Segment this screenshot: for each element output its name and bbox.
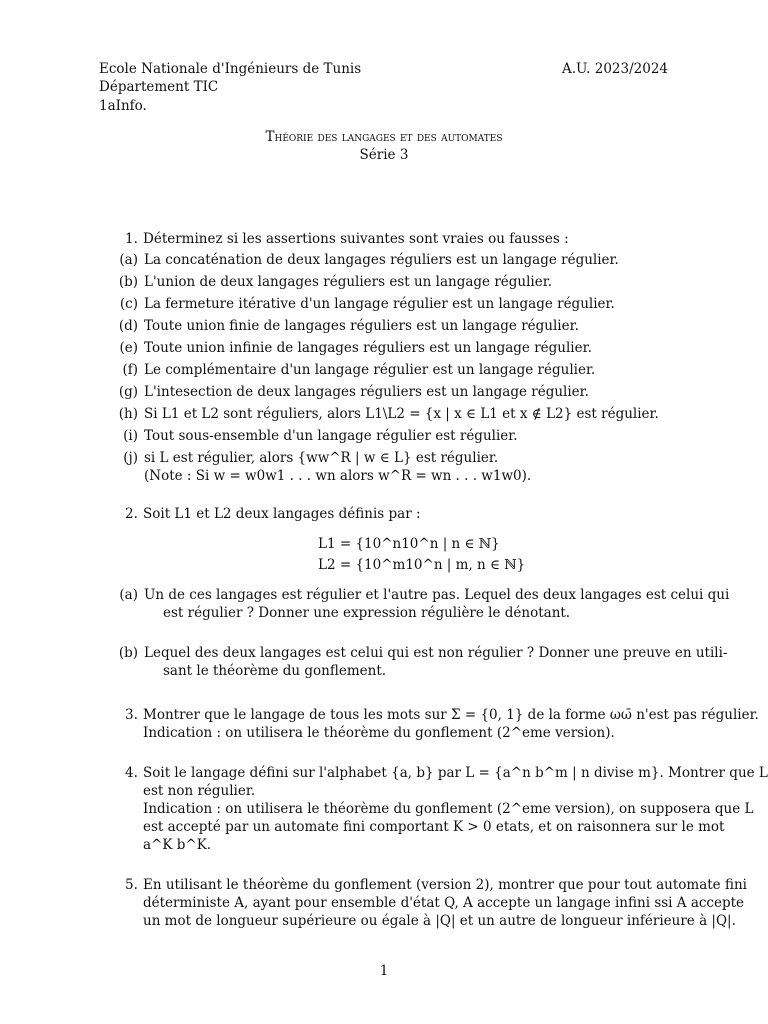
list-item-continuation: sant le théorème du gonflement.: [163, 663, 387, 679]
department: Département TIC: [99, 79, 219, 95]
list-item: (d) Toute union finie de langages réguliers est un langage régulier.: [118, 318, 579, 334]
series-title: Série 3: [359, 147, 409, 163]
list-item: (h) Si L1 et L2 sont réguliers, alors L1\L2 = {x | x ∈ L1 et x ∉ L2} est régulier.: [118, 406, 659, 422]
question-number: 4.: [125, 765, 138, 781]
question-hint: a^K b^K.: [143, 837, 212, 853]
question-text: déterministe A, ayant pour ensemble d'état Q, A accepte un langage infini ssi A accepte: [143, 895, 745, 911]
question-number: 5.: [125, 877, 138, 893]
question-intro: Soit L1 et L2 deux langages définis par :: [143, 506, 421, 522]
list-item: (a) Un de ces langages est régulier et l'autre pas. Lequel des deux langages est celui qui: [119, 587, 730, 603]
question-text: Montrer que le langage de tous les mots sur Σ = {0, 1} de la forme ωω̄ n'est pas régulier.: [143, 707, 759, 723]
question-number: 3.: [125, 707, 138, 723]
list-item: (j) si L est régulier, alors {ww^R | w ∈ L} est régulier.: [123, 450, 499, 466]
question-number: 1.: [125, 231, 138, 247]
list-item: (f) Le complémentaire d'un langage régulier est un langage régulier.: [122, 362, 596, 378]
list-item: (b) L'union de deux langages réguliers est un langage régulier.: [118, 274, 552, 290]
question-hint: Indication : on utilisera le théorème du gonflement (2^eme version).: [143, 725, 615, 741]
question-intro: Déterminez si les assertions suivantes sont vraies ou fausses :: [143, 231, 569, 247]
question-text: En utilisant le théorème du gonflement (version 2), montrer que pour tout automate fini: [143, 877, 747, 893]
document-title: Théorie des langages et des automates: [265, 129, 503, 145]
list-item: (a) La concaténation de deux langages réguliers est un langage régulier.: [119, 252, 619, 268]
list-item: (i) Tout sous-ensemble d'un langage régulier est régulier.: [123, 428, 518, 444]
list-item: (g) L'intesection de deux langages réguliers est un langage régulier.: [118, 384, 589, 400]
note: (Note : Si w = w0w1 . . . wn alors w^R = wn . . . w1w0).: [144, 468, 532, 484]
list-item: (e) Toute union infinie de langages réguliers est un langage régulier.: [119, 340, 592, 356]
question-hint: Indication : on utilisera le théorème du gonflement (2^eme version), on supposera que L: [143, 801, 754, 817]
question-text: un mot de longueur supérieure ou égale à |Q| et un autre de longueur inférieure à |Q|.: [143, 913, 736, 929]
class-name: 1aInfo.: [99, 98, 147, 114]
question-text: est non régulier.: [143, 783, 256, 799]
question-hint: est accepté par un automate fini comportant K > 0 etats, et on raisonnera sur le mot: [143, 819, 725, 835]
question-text: Soit le langage défini sur l'alphabet {a, b} par L = {a^n b^m | n divise m}. Montrer que L: [143, 765, 768, 781]
list-item: (c) La fermeture itérative d'un langage régulier est un langage régulier.: [119, 296, 615, 312]
equation-l2: L2 = {10^m10^n | m, n ∈ ℕ}: [318, 557, 526, 573]
list-item-continuation: est régulier ? Donner une expression régulière le dénotant.: [163, 605, 571, 621]
equation-l1: L1 = {10^n10^n | n ∈ ℕ}: [318, 536, 500, 552]
academic-year: A.U. 2023/2024: [561, 61, 668, 77]
page-number: 1: [379, 963, 389, 979]
question-number: 2.: [125, 506, 138, 522]
school-name: Ecole Nationale d'Ingénieurs de Tunis: [99, 61, 362, 77]
list-item: (b) Lequel des deux langages est celui qui est non régulier ? Donner une preuve en utili-: [118, 645, 728, 661]
